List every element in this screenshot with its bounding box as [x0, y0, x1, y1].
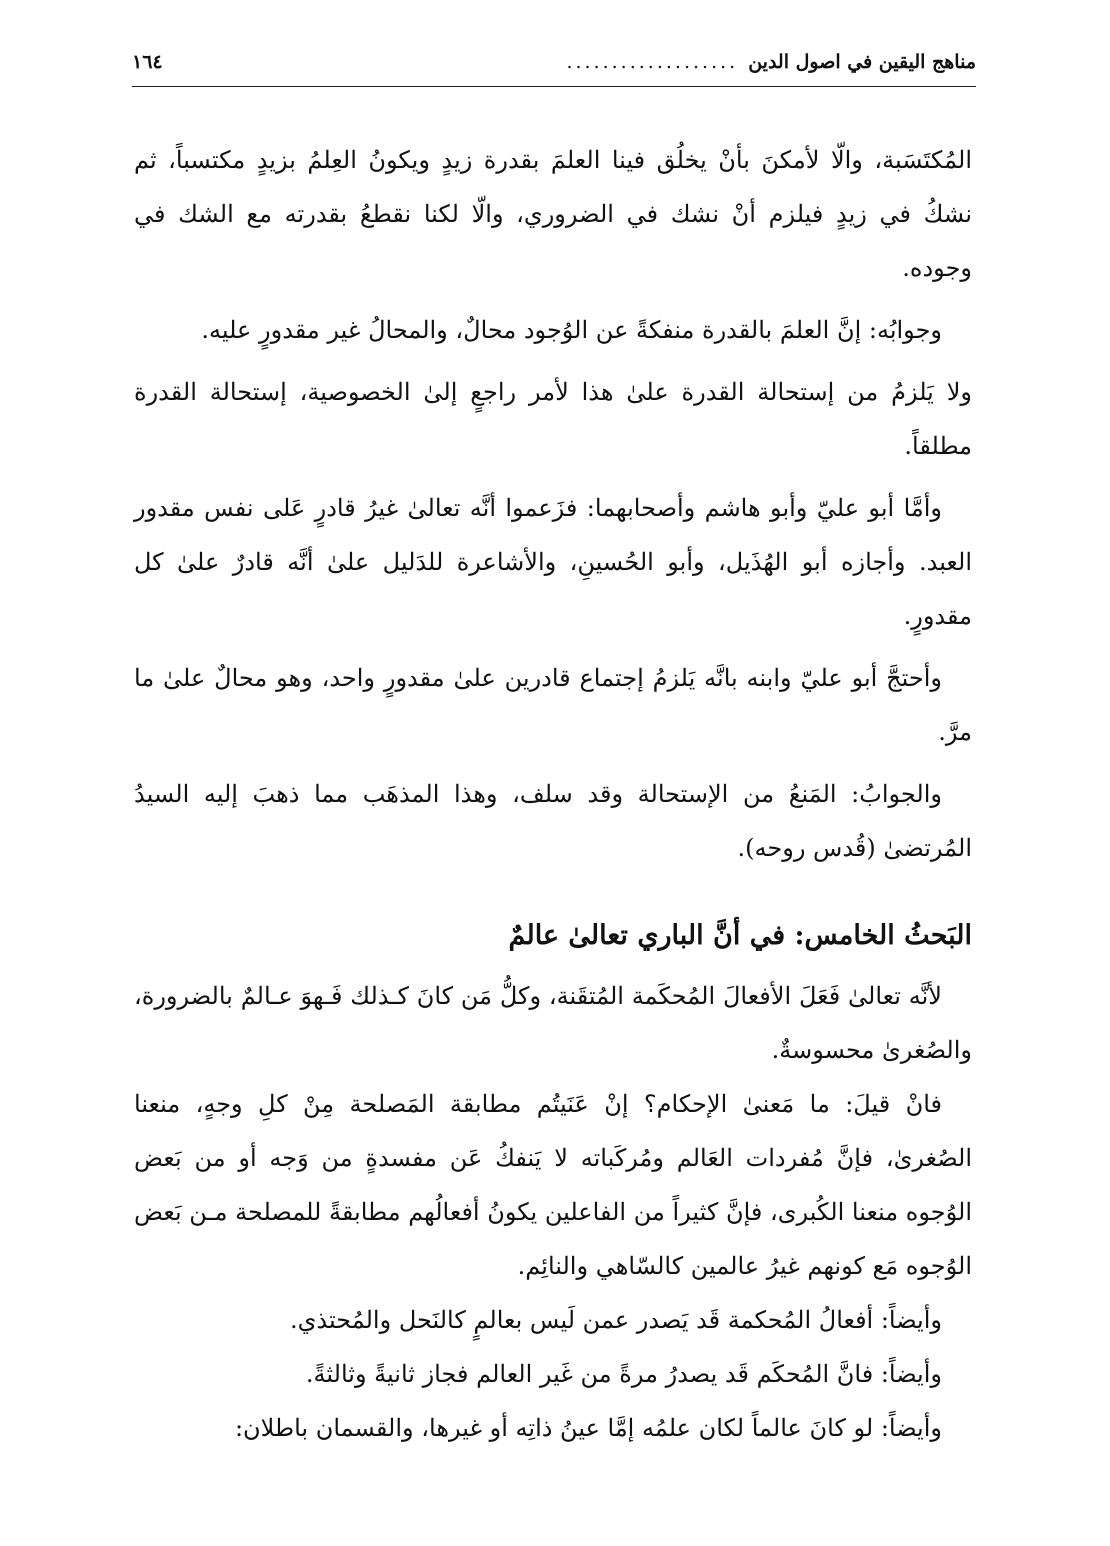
section-body [134, 969, 972, 1455]
paragraph: المُكتَسَبة، والّا لأمكنَ بأنْ يخلُق فينا العلمَ بقدرة زيدٍ ويكونُ العِلمُ بزيدٍ مكتسباً، ثم نشكُ في زيدٍ فيلزم أنْ نشك في الضروري، والّا لكنا نقطعُ بقدرته مع الشك في وجوده. [134, 146, 972, 282]
body-text [134, 133, 972, 1455]
book-title: مناهج اليقين في اصول الدين [748, 51, 976, 73]
section-heading: البَحثُ الخامس: في أنَّ الباري تعالىٰ عالمٌ [508, 920, 972, 951]
section-paragraph: وأيضاً: فانَّ المُحكَم قَد يصدرُ مرةً من غَير العالم فجاز ثانيةً وثالثةً. [305, 1360, 942, 1388]
paragraph: وأحتجَّ أبو عليّ وابنه بانَّه يَلزمُ إجتماع قادرين علىٰ مقدورٍ واحد، وهو محالٌ علىٰ ما مرَّ. [134, 664, 972, 746]
paragraph: ولا يَلزمُ من إستحالة القدرة علىٰ هذا لأمر راجعٍ إلىٰ الخصوصية، إستحالة القدرة مطلقاً. [134, 378, 972, 460]
header-dots: ................... [566, 51, 739, 73]
paragraph: والجوابُ: المَنعُ من الإستحالة وقد سلف، وهذا المذهَب مما ذهبَ إليه السيدُ المُرتضىٰ (قُدس روحه). [134, 780, 972, 862]
section-paragraph: وأيضاً: لو كانَ عالماً لكان علمُه إمَّا عينُ ذاتِه أو غيرها، والقسمان باطلان: [234, 1414, 942, 1442]
section-paragraph: وأيضاً: أفعالُ المُحكمة قَد يَصدر عمن لَيس بعالمٍ كالنَحل والمُحتذي. [290, 1306, 942, 1334]
paragraph: وجوابُه: إنَّ العلمَ بالقدرة منفكةً عن الوُجود محالٌ، والمحالُ غير مقدورٍ عليه. [201, 316, 942, 344]
running-header [132, 44, 976, 80]
header-rule [132, 86, 976, 87]
page-number: ١٦٤ [132, 51, 163, 73]
section-paragraph: فانْ قيلَ: ما مَعنىٰ الإحكام؟ إنْ عَنَيتُم مطابقة المَصلحة مِنْ كلِ وجهٍ، منعنا الصُغرىٰ، فإنَّ مُفردات العَالم ومُركَباته لا يَنفكُ عَن مفسدةٍ من وَجه أو من بَعض الوُجوه منعنا الكُبرى، فإنَّ كثيراً من الفاعلين يكونُ أفعالُهم مطابقةً للمصلحة مـن بَعض الوُجوه مَع كونهم غيرُ عالمين كالسّاهي والنائِم. [134, 1090, 972, 1280]
section-paragraph: لأنَّه تعالىٰ فَعَلَ الأفعالَ المُحكَمة المُتقَنة، وكلُّ مَن كانَ كـذلك فَـهوَ عـالمٌ بالضرورة، والصُغرىٰ محسوسةٌ. [134, 982, 972, 1064]
paragraph: وأمَّا أبو عليّ وأبو هاشم وأصحابهما: فزَعموا أنَّه تعالىٰ غيرُ قادرٍ عَلى نفس مقدور العبد. وأجازه أبو الهُذَيل، وأبو الحُسينِ، والأشاعرة للدَليل علىٰ أنَّه قادرٌ علىٰ كل مقدورٍ. [134, 494, 972, 630]
